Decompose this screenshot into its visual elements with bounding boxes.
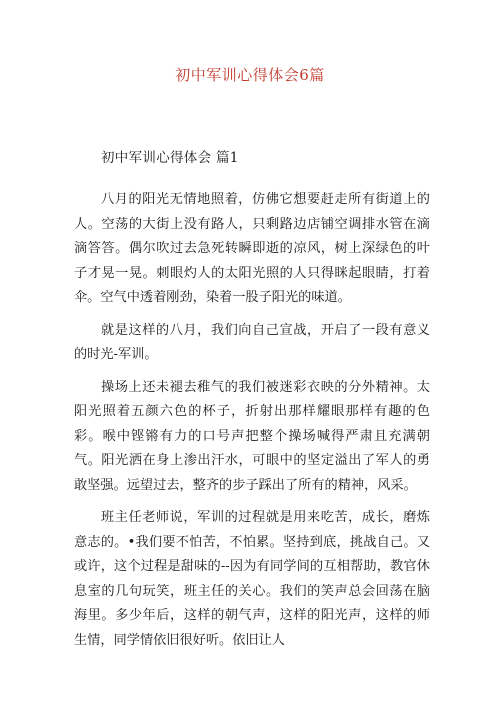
- document-title: 初中军训心得体会6篇: [175, 66, 325, 84]
- paragraph-1: 八月的阳光无情地照着，仿佛它想要赶走所有街道上的人。空荡的大街上没有路人，只剩路边店铺空调排水管在滴滴答答。偶尔吹过去急死转瞬即逝的凉风，树上深绿色的叶子才晃一晃。刺眼灼人的太阳光照的人只得眯起眼睛，打着伞。空气中透着刚劲，染着一股子阳光的味道。: [74, 192, 430, 305]
- paragraph-4: 班主任老师说，军训的过程就是用来吃苦，成长，磨炼意志的。•我们要不怕苦，不怕累。坚持到底，挑战自己。又或许，这个过程是甜味的--因为有同学间的互相帮助，教官休息室的几句玩笑，班主任的关心。我们的笑声总会回荡在脑海里。多少年后，这样的朝气声，这样的阳光声，这样的师生情，同学情依旧很好听。依旧让人: [74, 510, 430, 648]
- paragraph-3: 操场上还未褪去稚气的我们被迷彩衣映的分外精神。太阳光照着五颜六色的杯子，折射出那样耀眼那样有趣的色彩。喉中铿锵有力的口号声把整个操场喊得严肃且充满朝气。阳光洒在身上渗出汗水，可眼中的坚定溢出了军人的勇敢坚强。远望过去，整齐的步子踩出了所有的精神，风采。: [74, 379, 430, 493]
- document-body: [74, 188, 430, 661]
- section-heading: 初中军训心得体会 篇1: [101, 150, 239, 166]
- paragraph-2: 就是这样的八月，我们向自己宣战，开启了一段有意义的时光-军训。: [74, 322, 430, 362]
